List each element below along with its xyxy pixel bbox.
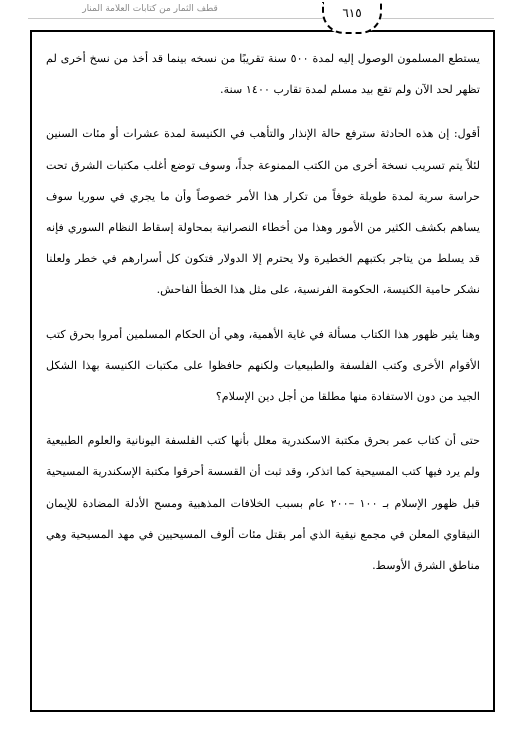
header-rule — [28, 18, 494, 19]
paragraph: يستطع المسلمون الوصول إليه لمدة ٥٠٠ سنة تقريبًا من نسخه بينما قد أخذ من نسخ أخرى لم تظهر لحد الآن ولم تقع بيد مسلم لمدة تقارب ١٤٠٠ سنة. — [46, 52, 480, 97]
paragraph: وهنا يثير ظهور هذا الكتاب مسألة في غاية الأهمية، وهي أن الحكام المسلمين أمروا بحرق كتب الأقوام الأخرى وكتب الفلسفة والطبيعيات ولكنهم حافظوا على مكتبات الكنيسة بهذا الشكل الجيد من دون الاستفادة منها مطلقا من أجل دين الإسلام؟ — [46, 327, 480, 404]
page-body — [46, 43, 480, 594]
page-number: ٦١٥ — [322, 2, 382, 34]
paragraph: أقول: إن هذه الحادثة سترفع حالة الإنذار والتأهب في الكنيسة لمدة عشرات أو مئات السنين لئلاً يتم تسريب نسخة أخرى من الكتب الممنوعة جداً، وسوف توضع أغلب مكتبات الشرق تحت حراسة سرية لمدة طويلة خوفاً من تكرار هذا الأمر خصوصاً وأن ما يجري في سوريا سوف يساهم بكشف الكثير من الأمور وهذا من أخطاء النصرانية بمحاولة إسقاط النظام السوري فإنه قد يسلط من يتاجر بكتبهم الخطيرة ولا يحترم إلا الدولار فتكون كل أسرارهم في خطر ولعلنا نشكر حامية الكنيسة، الحكومة الفرنسية، على مثل هذا الخطأ الفاحش. — [46, 127, 480, 297]
running-header-title: قطف الثمار من كتابات العلامة المنار — [82, 4, 218, 14]
paragraph: حتى أن كتاب عمر بحرق مكتبة الاسكندرية معلل بأنها كتب الفلسفة اليونانية والعلوم الطبيعية ولم يرد فيها كتب المسيحية كما اتذكر، وقد ثبت أن القسسة أحرقوا مكتبة الإسكندرية المسيحية قبل ظهور الإسلام بـ ١٠٠ –٢٠٠ عام بسبب الخلافات المذهبية ومسح الأدلة المضادة للإيمان النيقاوي المعلن في مجمع نيقية الذي أمر بقتل مئات ألوف المسيحيين في مهد المسيحية وهي مناطق الشرق الأوسط. — [46, 434, 480, 573]
